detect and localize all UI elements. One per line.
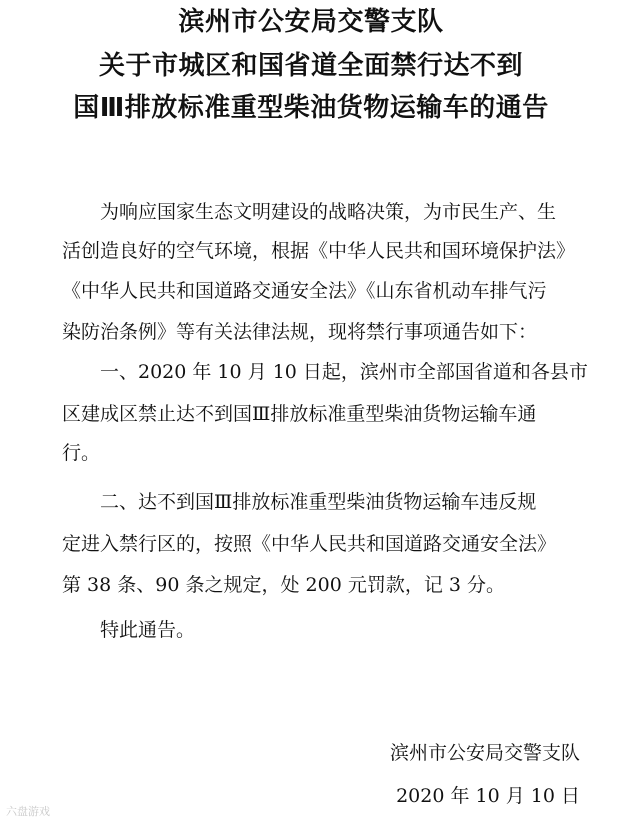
- body-line: 区建成区禁止达不到国Ⅲ排放标准重型柴油货物运输车通: [62, 403, 537, 425]
- body-line: 一、2020 年 10 月 10 日起，滨州市全部国省道和各县市: [62, 361, 588, 383]
- notice-title-line-3: 国Ⅲ排放标准重型柴油货物运输车的通告: [73, 93, 549, 123]
- signature-organization: 滨州市公安局交警支队: [389, 742, 580, 764]
- body-line: 为响应国家生态文明建设的战略决策，为市民生产、生: [62, 201, 557, 223]
- body-line: 行。: [62, 442, 101, 464]
- watermark-logo: 六盘游戏: [6, 805, 50, 818]
- body-line: 染防治条例》等有关法律法规，现将禁行事项通告如下：: [62, 321, 538, 343]
- body-line: 二、达不到国Ⅲ排放标准重型柴油货物运输车违反规: [62, 491, 537, 513]
- signature-date: 2020 年 10 月 10 日: [396, 785, 580, 807]
- body-line: 《中华人民共和国道路交通安全法》《山东省机动车排气污: [62, 280, 547, 302]
- body-line: 活创造良好的空气环境，根据《中华人民共和国环境保护法》: [62, 240, 576, 262]
- body-line: 特此通告。: [62, 619, 196, 641]
- body-line: 第 38 条、90 条之规定，处 200 元罚款，记 3 分。: [62, 574, 505, 596]
- notice-title-line-2: 关于市城区和国省道全面禁行达不到: [98, 51, 523, 81]
- body-line: 定进入禁行区的，按照《中华人民共和国道路交通安全法》: [62, 533, 557, 555]
- notice-title-line-1: 滨州市公安局交警支队: [178, 7, 444, 37]
